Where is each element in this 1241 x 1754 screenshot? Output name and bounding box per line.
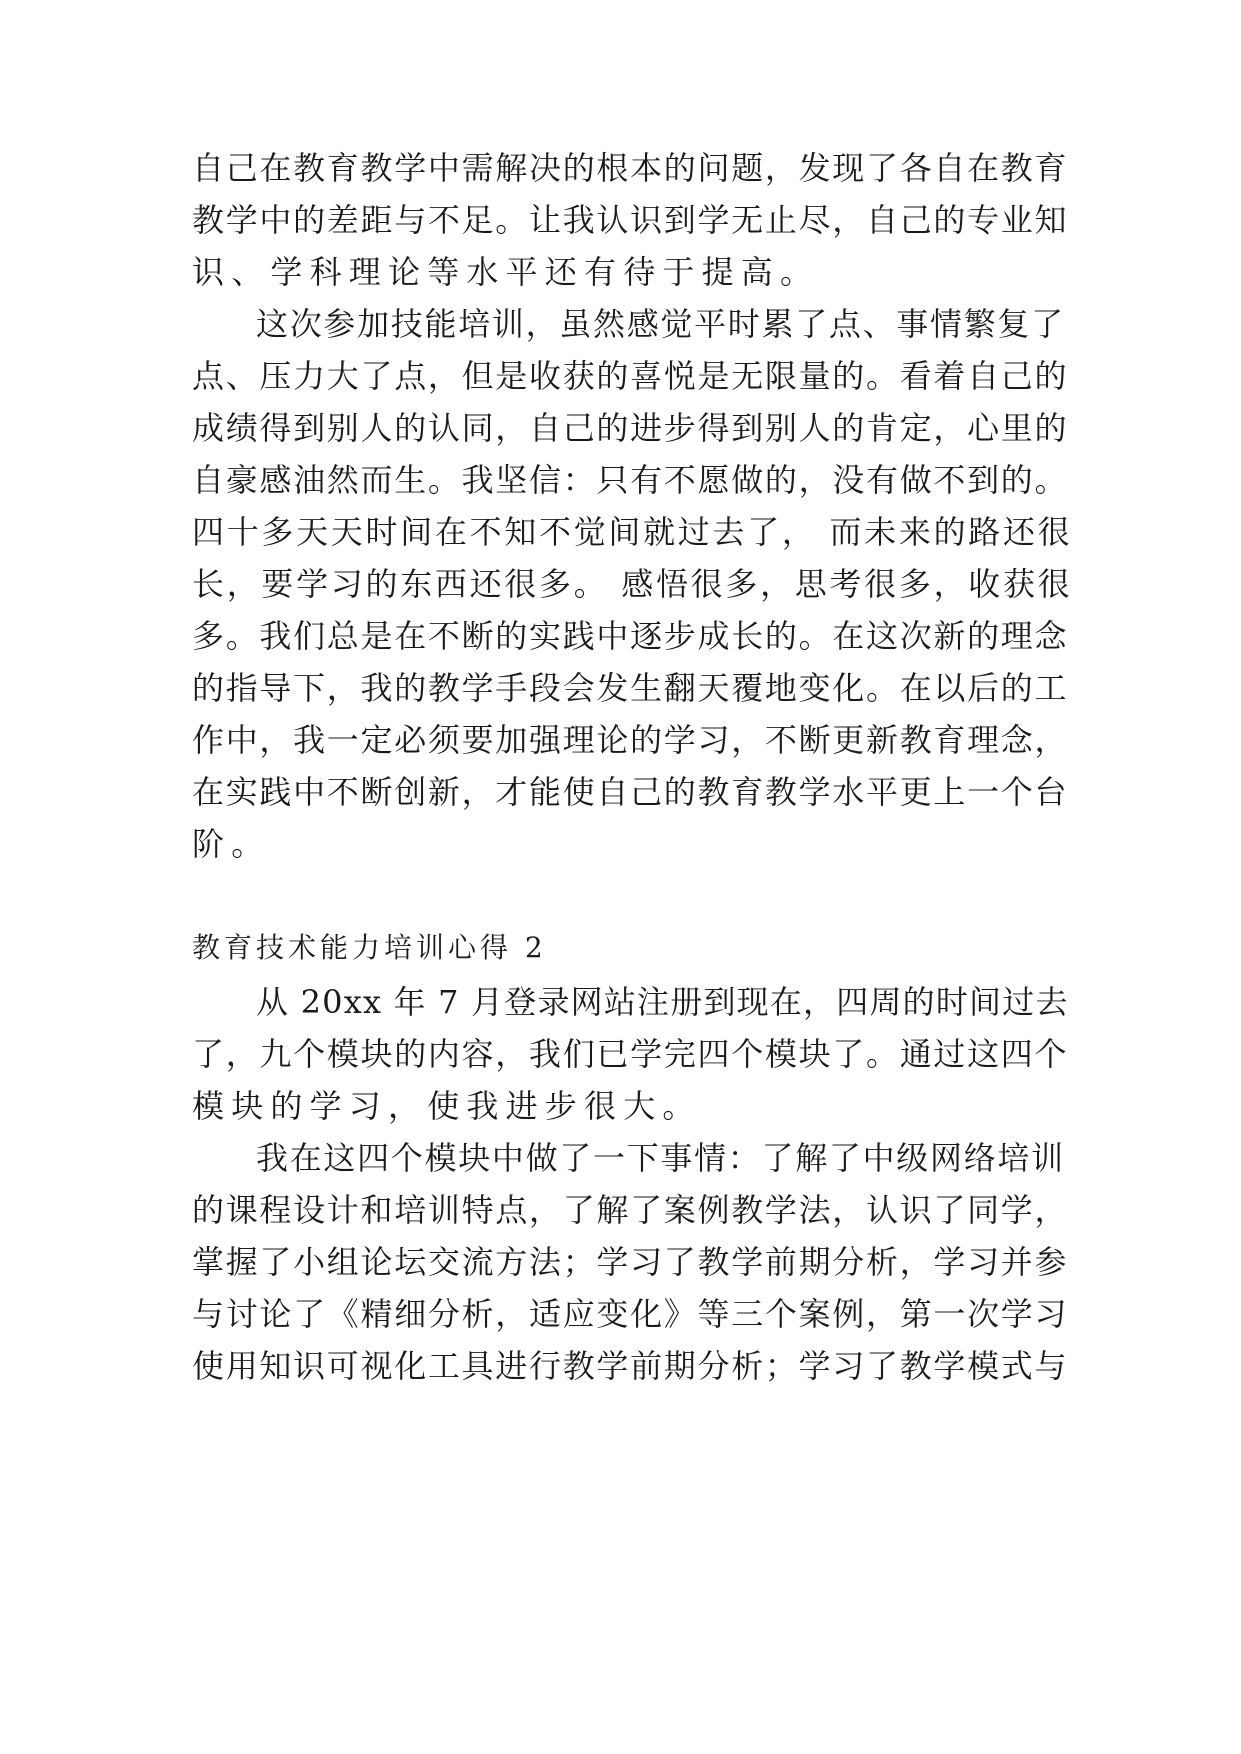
paragraph-2-line: 阶。 [192, 825, 271, 863]
paragraph-2-line: 多。我们总是在不断的实践中逐步成长的。在这次新的理念 [192, 617, 1069, 655]
paragraph-2-line: 这次参加技能培训，虽然感觉平时累了点、事情繁复了 [256, 305, 1065, 343]
paragraph-4-line: 的课程设计和培训特点，了解了案例教学法，认识了同学， [192, 1191, 1069, 1229]
section-heading: 教育技术能力培训心得 2 [192, 931, 547, 964]
paragraph-2-line: 在实践中不断创新，才能使自己的教育教学水平更上一个台 [192, 773, 1069, 811]
paragraph-2-line: 成绩得到别人的认同，自己的进步得到别人的肯定，心里的 [192, 409, 1069, 447]
paragraph-2-line: 点、压力大了点，但是收获的喜悦是无限量的。看着自己的 [192, 357, 1069, 395]
paragraph-3-line: 模块的学习，使我进步很大。 [192, 1087, 702, 1125]
paragraph-2-line: 作中，我一定必须要加强理论的学习，不断更新教育理念， [192, 721, 1069, 759]
paragraph-4-line: 我在这四个模块中做了一下事情：了解了中级网络培训 [256, 1139, 1065, 1177]
paragraph-2-line: 的指导下，我的教学手段会发生翻天覆地变化。在以后的工 [192, 669, 1069, 707]
paragraph-1-line: 自己在教育教学中需解决的根本的问题，发现了各自在教育 [192, 149, 1069, 187]
paragraph-4-line: 掌握了小组论坛交流方法；学习了教学前期分析，学习并参 [192, 1243, 1069, 1281]
paragraph-4-line: 与讨论了《精细分析，适应变化》等三个案例，第一次学习 [192, 1295, 1069, 1333]
paragraph-2-line: 四十多天天时间在不知不觉间就过去了， 而未来的路还很 [192, 513, 1073, 551]
paragraph-2-line: 自豪感油然而生。我坚信：只有不愿做的，没有做不到的。 [192, 461, 1069, 499]
paragraph-1-line: 教学中的差距与不足。让我认识到学无止尽，自己的专业知 [192, 201, 1069, 239]
paragraph-3-line: 从 20xx 年 7 月登录网站注册到现在，四周的时间过去 [256, 983, 1069, 1021]
paragraph-3-line: 了，九个模块的内容，我们已学完四个模块了。通过这四个 [192, 1035, 1069, 1073]
paragraph-2-line: 长，要学习的东西还很多。 感悟很多，思考很多，收获很 [192, 565, 1073, 603]
paragraph-4-line: 使用知识可视化工具进行教学前期分析；学习了教学模式与 [192, 1347, 1069, 1385]
paragraph-1-line: 识、学科理论等水平还有待于提高。 [192, 253, 820, 291]
